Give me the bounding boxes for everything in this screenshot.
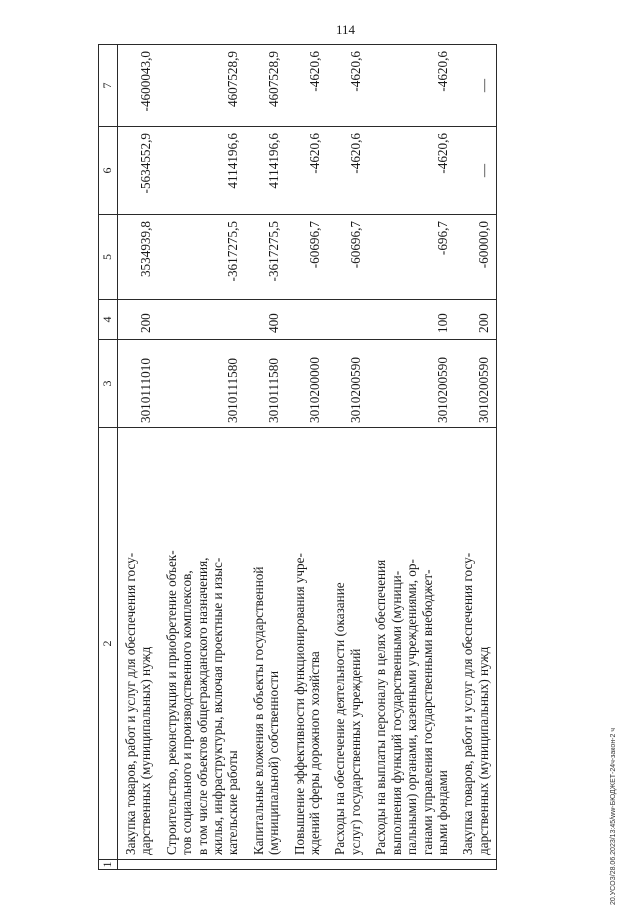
row-description	[159, 428, 246, 860]
header-col-6: 6	[99, 127, 118, 215]
description-line: ждений сферы дорожного хозяйства	[307, 651, 323, 855]
row-code: 3010111010	[118, 340, 159, 428]
header-col-5: 5	[99, 215, 118, 300]
row-col-1-cell	[287, 860, 328, 870]
row-amount-col7: -4620,6	[327, 45, 368, 127]
row-code: 3010200590	[327, 340, 368, 428]
page-number: 114	[336, 22, 356, 37]
row-amount-col6: 4114196,6	[159, 127, 246, 215]
row-amount-col5: 3534939,8	[118, 215, 159, 300]
description-line: дарственных (муниципальных) нужд	[138, 646, 154, 855]
row-code: 3010200590	[455, 340, 496, 428]
row-amount-col7: -4620,6	[287, 45, 328, 127]
row-col-1-cell	[159, 860, 246, 870]
row-code: 3010200590	[368, 340, 455, 428]
row-expense-type: 400	[246, 300, 287, 340]
row-expense-type	[159, 300, 246, 340]
header-col-3: 3	[99, 340, 118, 428]
row-col-1-cell	[327, 860, 368, 870]
description-line: жилья, инфраструктуры, включая проектные и изыс-	[210, 557, 226, 855]
row-expense-type	[327, 300, 368, 340]
row-amount-col6: -5634552,9	[118, 127, 159, 215]
table-row	[327, 45, 368, 870]
row-code: 3010111580	[246, 340, 287, 428]
row-amount-col6: -4620,6	[327, 127, 368, 215]
row-expense-type: 200	[455, 300, 496, 340]
table-row	[118, 45, 159, 870]
row-col-1-cell	[368, 860, 455, 870]
row-code: 3010200000	[287, 340, 328, 428]
description-line: кательские работы	[225, 750, 241, 855]
description-line: Закупка товаров, работ и услуг для обеспечения госу-	[460, 552, 476, 855]
table-row	[368, 45, 455, 870]
description-line: Капитальные вложения в объекты государственной	[250, 566, 266, 855]
rotated-table-container	[98, 45, 593, 870]
description-line: услуг) государственных учреждений	[347, 648, 363, 855]
row-expense-type: 200	[118, 300, 159, 340]
description-line: Строительство, реконструкция и приобретение объек-	[163, 550, 179, 855]
row-amount-col5: -60000,0	[455, 215, 496, 300]
row-amount-col7: 4607528,9	[159, 45, 246, 127]
row-amount-col5: -3617275,5	[159, 215, 246, 300]
budget-table	[98, 44, 497, 870]
row-col-1-cell	[455, 860, 496, 870]
row-description	[368, 428, 455, 860]
row-description	[455, 428, 496, 860]
row-amount-col6: 4114196,6	[246, 127, 287, 215]
description-line: дарственных (муниципальных) нужд	[475, 646, 491, 855]
row-amount-col7: -4600043,0	[118, 45, 159, 127]
row-description	[327, 428, 368, 860]
header-col-4: 4	[99, 300, 118, 340]
description-line: Расходы на выплаты персоналу в целях обеспечения	[373, 559, 389, 855]
description-line: Закупка товаров, работ и услуг для обеспечения госу-	[123, 552, 138, 855]
row-description	[287, 428, 328, 860]
header-col-7: 7	[99, 45, 118, 127]
row-description	[246, 428, 287, 860]
row-code: 3010111580	[159, 340, 246, 428]
row-amount-col5: -60696,7	[327, 215, 368, 300]
row-amount-col6: —	[455, 127, 496, 215]
description-line: Расходы на обеспечение деятельности (оказание	[332, 582, 348, 855]
table-row	[287, 45, 328, 870]
description-line: выполнения функций государственными (муници-	[388, 570, 404, 855]
description-line: ными фондами	[434, 770, 450, 855]
row-amount-col6: -4620,6	[368, 127, 455, 215]
row-col-1-cell	[246, 860, 287, 870]
table-row	[246, 45, 287, 870]
header-col-2: 2	[99, 428, 118, 860]
row-amount-col7: 4607528,9	[246, 45, 287, 127]
row-expense-type: 100	[368, 300, 455, 340]
footer-text: 20.УСОЗ/28.06.2023/13:45/ww-БЮДЖЕТ-24ч-закон-2 ч	[610, 728, 617, 905]
row-description	[118, 428, 159, 860]
row-col-1-cell	[118, 860, 159, 870]
description-line: (муниципальной) собственности	[266, 670, 282, 855]
row-amount-col5: -696,7	[368, 215, 455, 300]
table-row	[159, 45, 246, 870]
row-amount-col5: -60696,7	[287, 215, 328, 300]
table-body	[118, 45, 497, 870]
description-line: ганами управления государственными внебюджет-	[419, 569, 435, 855]
row-amount-col5: -3617275,5	[246, 215, 287, 300]
row-amount-col6: -4620,6	[287, 127, 328, 215]
table-row	[455, 45, 496, 870]
row-amount-col7: -4620,6	[368, 45, 455, 127]
table-header-row	[99, 45, 118, 870]
description-line: пальными) органами, казенными учреждениями, ор-	[404, 559, 420, 855]
header-col-1: 1	[99, 860, 118, 870]
row-expense-type	[287, 300, 328, 340]
row-amount-col7: —	[455, 45, 496, 127]
description-line: тов социального и производственного комплексов,	[179, 570, 195, 855]
description-line: в том числе объектов общегражданского назначения,	[194, 557, 210, 855]
description-line: Повышение эффективности функционирования учре-	[291, 553, 307, 855]
